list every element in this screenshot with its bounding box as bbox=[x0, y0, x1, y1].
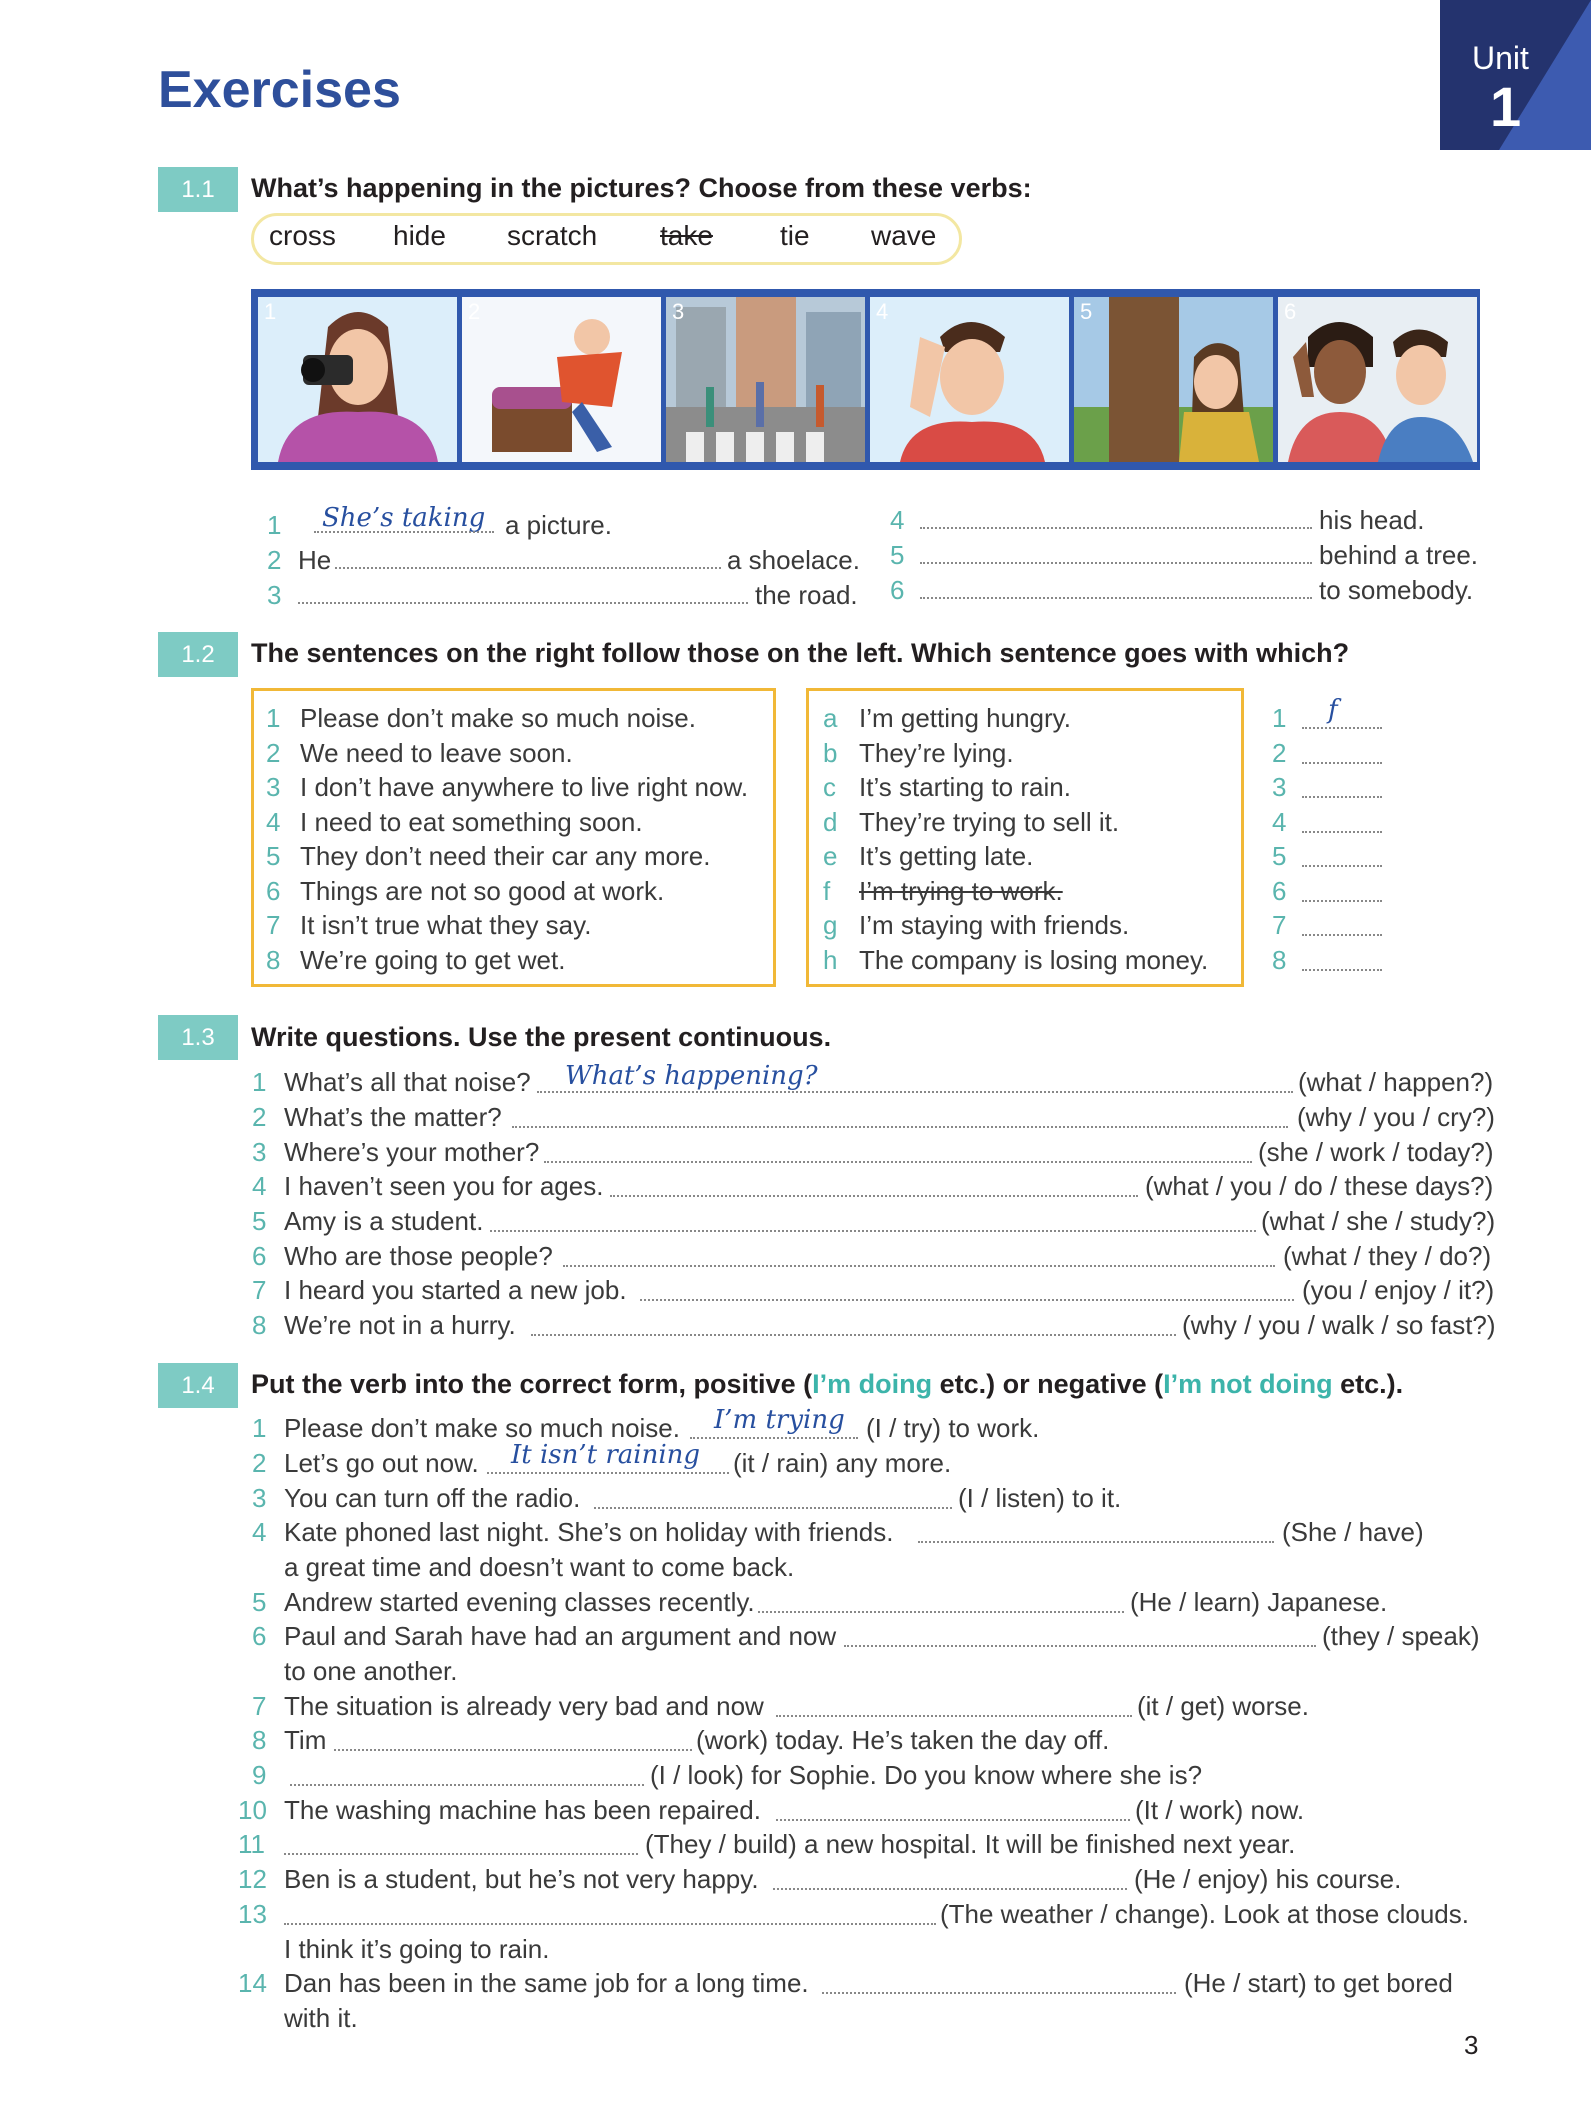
answer-blank[interactable] bbox=[490, 1204, 1256, 1232]
picture-number: 1 bbox=[264, 299, 277, 324]
left-item-number: 2 bbox=[266, 738, 281, 768]
answer-blank[interactable] bbox=[1302, 874, 1382, 902]
exercise-heading-1-1: What’s happening in the pictures? Choose from these verbs: bbox=[251, 173, 1032, 203]
question-cue: (why / you / walk / so fast?) bbox=[1182, 1310, 1496, 1340]
answer-blank[interactable] bbox=[512, 1100, 1288, 1128]
right-item-letter: a bbox=[823, 703, 838, 733]
question-prompt: I heard you started a new job. bbox=[284, 1275, 627, 1305]
question-prompt: What’s all that noise? bbox=[284, 1067, 531, 1097]
item-cue: (It / work) now. bbox=[1135, 1795, 1305, 1825]
item-continuation: to one another. bbox=[284, 1656, 458, 1686]
item-cue: (They / build) a new hospital. It will be finished next year. bbox=[645, 1829, 1296, 1859]
item-cue: (I / try) to work. bbox=[866, 1413, 1040, 1443]
answer-blank[interactable] bbox=[920, 536, 1312, 564]
heading-highlight-negative: I’m not doing bbox=[1163, 1369, 1333, 1399]
right-item-letter: e bbox=[823, 841, 838, 871]
answer-blank[interactable] bbox=[1302, 908, 1382, 936]
item-number: 3 bbox=[252, 1483, 267, 1513]
item-continuation: I think it’s going to rain. bbox=[284, 1934, 550, 1964]
left-item-text: We’re going to get wet. bbox=[300, 945, 566, 975]
heading-highlight-positive: I’m doing bbox=[812, 1369, 933, 1399]
item-text: his head. bbox=[1319, 505, 1425, 535]
question-cue: (what / they / do?) bbox=[1283, 1241, 1492, 1271]
right-item-letter: d bbox=[823, 807, 838, 837]
item-text: behind a tree. bbox=[1319, 540, 1479, 570]
picture-3 bbox=[666, 297, 865, 462]
question-number: 2 bbox=[252, 1102, 267, 1132]
item-prompt: Let’s go out now. bbox=[284, 1448, 479, 1478]
item-cue: (it / rain) any more. bbox=[733, 1448, 952, 1478]
item-number: 9 bbox=[252, 1760, 267, 1790]
answer-blank[interactable] bbox=[284, 1827, 638, 1855]
left-item-text: They don’t need their car any more. bbox=[300, 841, 711, 871]
answer-blank[interactable] bbox=[284, 1897, 936, 1925]
item-text: the road. bbox=[755, 580, 858, 610]
item-prompt: Dan has been in the same job for a long time. bbox=[284, 1968, 809, 1998]
answer-handwritten: It isn’t raining bbox=[511, 1440, 701, 1470]
right-item-text: The company is losing money. bbox=[859, 945, 1209, 975]
item-number: 8 bbox=[252, 1725, 267, 1755]
item-cue: (She / have) bbox=[1282, 1517, 1424, 1547]
question-number: 5 bbox=[252, 1206, 267, 1236]
answer-blank[interactable] bbox=[844, 1619, 1316, 1647]
item-number: 5 bbox=[252, 1587, 267, 1617]
left-item-number: 7 bbox=[266, 910, 281, 940]
question-cue: (what / happen?) bbox=[1298, 1067, 1494, 1097]
answer-number: 3 bbox=[1272, 772, 1287, 802]
verb-box bbox=[251, 213, 962, 265]
answer-blank[interactable] bbox=[776, 1689, 1132, 1717]
item-text: He bbox=[298, 545, 332, 575]
right-item-letter: f bbox=[823, 876, 831, 906]
question-prompt: We’re not in a hurry. bbox=[284, 1310, 516, 1340]
question-cue: (what / you / do / these days?) bbox=[1145, 1171, 1494, 1201]
left-item-number: 3 bbox=[266, 772, 281, 802]
question-cue: (you / enjoy / it?) bbox=[1302, 1275, 1495, 1305]
exercise-badge-1-4: 1.4 bbox=[158, 1363, 238, 1408]
item-cue: (He / enjoy) his course. bbox=[1134, 1864, 1402, 1894]
item-prompt: Please don’t make so much noise. bbox=[284, 1413, 680, 1443]
answer-handwritten: f bbox=[1328, 695, 1338, 725]
answer-number: 1 bbox=[1272, 703, 1287, 733]
unit-label: Unit bbox=[1472, 40, 1529, 76]
answer-blank[interactable] bbox=[822, 1966, 1176, 1994]
answer-blank[interactable] bbox=[544, 1135, 1252, 1163]
item-text: a shoelace. bbox=[727, 545, 860, 575]
picture-number: 4 bbox=[876, 299, 889, 324]
item-cue: (work) today. He’s taken the day off. bbox=[696, 1725, 1110, 1755]
right-item-letter: g bbox=[823, 910, 838, 940]
picture-6 bbox=[1278, 297, 1477, 462]
page-title: Exercises bbox=[158, 61, 401, 119]
item-cue: (I / listen) to it. bbox=[958, 1483, 1122, 1513]
item-number: 2 bbox=[252, 1448, 267, 1478]
right-item-text: It’s starting to rain. bbox=[859, 772, 1071, 802]
heading-part: etc.) or negative ( bbox=[932, 1369, 1164, 1399]
left-item-number: 5 bbox=[266, 841, 281, 871]
left-item-number: 8 bbox=[266, 945, 281, 975]
answer-blank[interactable] bbox=[298, 576, 748, 604]
answer-blank[interactable] bbox=[290, 1758, 644, 1786]
left-item-text: It isn’t true what they say. bbox=[300, 910, 592, 940]
item-prompt: Ben is a student, but he’s not very happy. bbox=[284, 1864, 759, 1894]
left-item-text: I don’t have anywhere to live right now. bbox=[300, 772, 749, 802]
verb-wave: wave bbox=[871, 220, 937, 251]
item-number: 2 bbox=[267, 545, 282, 575]
answer-handwritten: I’m trying bbox=[714, 1405, 845, 1435]
right-item-text: They’re lying. bbox=[859, 738, 1014, 768]
heading-part: etc.). bbox=[1332, 1369, 1404, 1399]
answer-blank[interactable] bbox=[920, 501, 1312, 529]
answer-blank[interactable] bbox=[1302, 736, 1382, 764]
item-number: 6 bbox=[890, 575, 905, 605]
item-number: 7 bbox=[252, 1691, 267, 1721]
right-item-text: They’re trying to sell it. bbox=[859, 807, 1120, 837]
item-continuation: a great time and doesn’t want to come back. bbox=[284, 1552, 795, 1582]
answer-blank[interactable] bbox=[918, 1515, 1274, 1543]
answer-number: 8 bbox=[1272, 945, 1287, 975]
question-number: 7 bbox=[252, 1275, 267, 1305]
picture-number: 2 bbox=[468, 299, 481, 324]
left-item-text: I need to eat something soon. bbox=[300, 807, 643, 837]
answer-blank[interactable] bbox=[1302, 701, 1382, 729]
item-cue: (The weather / change). Look at those clouds. bbox=[940, 1899, 1469, 1929]
answer-blank[interactable] bbox=[314, 505, 494, 533]
picture-2 bbox=[462, 297, 661, 462]
question-cue: (why / you / cry?) bbox=[1297, 1102, 1495, 1132]
picture-1 bbox=[258, 297, 457, 462]
answer-blank[interactable] bbox=[640, 1273, 1294, 1301]
item-prompt: Andrew started evening classes recently. bbox=[284, 1587, 755, 1617]
question-prompt: Where’s your mother? bbox=[284, 1137, 540, 1167]
item-number: 11 bbox=[238, 1829, 265, 1859]
answer-blank[interactable] bbox=[1302, 839, 1382, 867]
item-prompt: The washing machine has been repaired. bbox=[284, 1795, 761, 1825]
item-number: 1 bbox=[267, 510, 282, 540]
item-number: 14 bbox=[238, 1968, 267, 1998]
question-prompt: Who are those people? bbox=[284, 1241, 553, 1271]
answer-blank[interactable] bbox=[758, 1585, 1124, 1613]
answer-blank[interactable] bbox=[531, 1308, 1176, 1336]
answer-number: 5 bbox=[1272, 841, 1287, 871]
left-item-text: Things are not so good at work. bbox=[300, 876, 665, 906]
item-continuation: with it. bbox=[284, 2003, 358, 2033]
answer-blank[interactable] bbox=[1302, 805, 1382, 833]
item-number: 6 bbox=[252, 1621, 267, 1651]
item-text: to somebody. bbox=[1319, 575, 1474, 605]
answer-blank[interactable] bbox=[776, 1793, 1130, 1821]
question-number: 6 bbox=[252, 1241, 267, 1271]
item-cue: (I / look) for Sophie. Do you know where she is? bbox=[650, 1760, 1203, 1790]
right-item-text: I’m trying to work. bbox=[859, 876, 1063, 906]
question-prompt: I haven’t seen you for ages. bbox=[284, 1171, 604, 1201]
left-item-text: We need to leave soon. bbox=[300, 738, 573, 768]
exercise-badge-1-2: 1.2 bbox=[158, 632, 238, 677]
question-prompt: Amy is a student. bbox=[284, 1206, 484, 1236]
answer-blank[interactable] bbox=[920, 571, 1312, 599]
item-cue: (it / get) worse. bbox=[1137, 1691, 1309, 1721]
left-item-number: 4 bbox=[266, 807, 281, 837]
picture-strip bbox=[251, 289, 1480, 470]
item-number: 12 bbox=[238, 1864, 267, 1894]
answer-number: 2 bbox=[1272, 738, 1287, 768]
item-prompt: Kate phoned last night. She’s on holiday with friends. bbox=[284, 1517, 894, 1547]
exercise-heading-1-4 bbox=[251, 1369, 1403, 1400]
item-number: 1 bbox=[252, 1413, 267, 1443]
left-item-number: 1 bbox=[266, 703, 281, 733]
left-item-text: Please don’t make so much noise. bbox=[300, 703, 696, 733]
question-cue: (what / she / study?) bbox=[1261, 1206, 1496, 1236]
exercise-badge-1-1: 1.1 bbox=[158, 167, 238, 212]
picture-number: 5 bbox=[1080, 299, 1093, 324]
item-cue: (He / learn) Japanese. bbox=[1130, 1587, 1388, 1617]
item-prompt: The situation is already very bad and now bbox=[284, 1691, 764, 1721]
answer-handwritten: What’s happening? bbox=[565, 1061, 818, 1091]
answer-blank[interactable] bbox=[335, 541, 721, 569]
answer-blank[interactable] bbox=[773, 1862, 1127, 1890]
page-number: 3 bbox=[1464, 2030, 1479, 2060]
exercise-heading-1-2: The sentences on the right follow those on the left. Which sentence goes with which? bbox=[251, 638, 1350, 668]
answer-number: 7 bbox=[1272, 910, 1287, 940]
right-item-letter: c bbox=[823, 772, 836, 802]
item-number: 4 bbox=[252, 1517, 267, 1547]
question-cue: (she / work / today?) bbox=[1258, 1137, 1494, 1167]
item-number: 3 bbox=[267, 580, 282, 610]
answer-blank[interactable] bbox=[594, 1481, 952, 1509]
answer-number: 6 bbox=[1272, 876, 1287, 906]
item-number: 10 bbox=[238, 1795, 267, 1825]
item-cue: (they / speak) bbox=[1322, 1621, 1480, 1651]
picture-number: 6 bbox=[1284, 299, 1297, 324]
item-prompt: Paul and Sarah have had an argument and now bbox=[284, 1621, 837, 1651]
item-number: 13 bbox=[238, 1899, 267, 1929]
item-text: a picture. bbox=[505, 510, 612, 540]
verb-take: take bbox=[660, 220, 713, 251]
left-item-number: 6 bbox=[266, 876, 281, 906]
right-item-text: I’m staying with friends. bbox=[859, 910, 1130, 940]
answer-number: 4 bbox=[1272, 807, 1287, 837]
right-item-text: I’m getting hungry. bbox=[859, 703, 1071, 733]
answer-blank[interactable] bbox=[563, 1239, 1275, 1267]
right-item-letter: h bbox=[823, 945, 838, 975]
question-number: 1 bbox=[252, 1067, 267, 1097]
item-number: 4 bbox=[890, 505, 905, 535]
answer-blank[interactable] bbox=[334, 1723, 692, 1751]
right-item-letter: b bbox=[823, 738, 838, 768]
picture-4 bbox=[870, 297, 1069, 462]
picture-5 bbox=[1074, 297, 1273, 462]
exercise-heading-1-3: Write questions. Use the present continuous. bbox=[251, 1022, 832, 1052]
verb-hide: hide bbox=[393, 220, 446, 251]
unit-tab bbox=[1440, 0, 1591, 150]
verb-scratch: scratch bbox=[507, 220, 598, 251]
item-prompt: Tim bbox=[284, 1725, 327, 1755]
verb-cross: cross bbox=[269, 220, 336, 251]
right-item-text: It’s getting late. bbox=[859, 841, 1034, 871]
answer-blank[interactable] bbox=[610, 1169, 1138, 1197]
answer-handwritten: She’s taking bbox=[322, 503, 486, 533]
verb-tie: tie bbox=[780, 220, 810, 251]
answer-blank[interactable] bbox=[1302, 943, 1382, 971]
question-number: 4 bbox=[252, 1171, 267, 1201]
unit-number: 1 bbox=[1490, 75, 1522, 138]
answer-blank[interactable] bbox=[1302, 770, 1382, 798]
item-prompt: You can turn off the radio. bbox=[284, 1483, 581, 1513]
question-number: 8 bbox=[252, 1310, 267, 1340]
exercise-badge-1-3: 1.3 bbox=[158, 1015, 238, 1060]
picture-number: 3 bbox=[672, 299, 685, 324]
heading-part: Put the verb into the correct form, positive ( bbox=[251, 1369, 813, 1399]
question-prompt: What’s the matter? bbox=[284, 1102, 502, 1132]
question-number: 3 bbox=[252, 1137, 267, 1167]
item-number: 5 bbox=[890, 540, 905, 570]
item-cue: (He / start) to get bored bbox=[1184, 1968, 1453, 1998]
